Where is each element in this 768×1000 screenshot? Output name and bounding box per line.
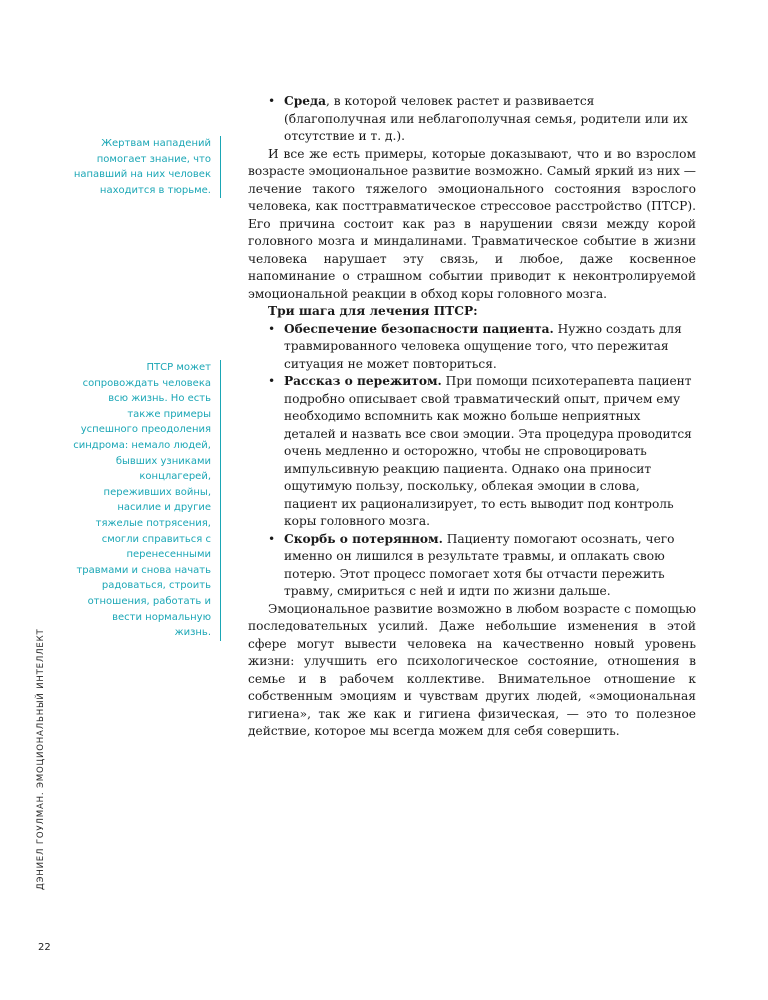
list-item-step-safety [248,321,696,374]
list-item-step-grief [248,531,696,601]
list-item-step-story [248,373,696,531]
body-paragraph-conclusion: Эмоциональное развитие возможно в любом возрасте с помощью последовательных усилий. Даже небольшие изменения в этой сфере могут вывести человека на качественно новый уровень жизни: улучшить его психологическое состояние, отношения в семье и в рабочем коллективе. Внимательное отношение к собственным эмоциям и чувствам других людей, «эмоциональная гигиена», так же как и гигиена физическая, — это то полезное действие, которое мы всегда можем для себя совершить. [248,601,696,738]
list-item-text [284,321,696,374]
bullet-marker: • [268,374,276,388]
running-head: ДЭНИЕЛ ГОУЛМАН. ЭМОЦИОНАЛЬНЫЙ ИНТЕЛЛЕКТ [36,628,46,890]
bullet-marker: • [268,531,276,546]
list-item-body: Нужно создать для травмированного человека ощущение того, что пережитая ситуация не может повториться. [284,321,682,371]
list-item-body: Пациенту помогают осознать, чего именно он лишился в результате травмы, и оплакать свою потерю. Этот процесс помогает хотя бы отчасти пережить травму, смириться с ней и идти по жизни дальше. [284,531,675,598]
page-number: 22 [38,942,51,953]
list-item-label: Рассказ о пережитом. [284,374,442,388]
sidenote-victims: Жертвам нападений помогает знание, что напавший на них человек находится в тюрьме. [71,136,221,198]
list-item-body: При помощи психотерапевта пациент подробно описывает свой травматический опыт, причем ему необходимо вспомнить как можно больше неприятных деталей и назвать все свои эмоции. Эта процедура проводится очень медленно и осторожно, чтобы не спровоцировать импульсивную реакцию пациента. Однако она приносит ощутимую пользу, поскольку, облекая эмоции в слова, пациент их рационализирует, то есть выводит под контроль коры головного мозга. [284,374,692,528]
list-item-label: Скорбь о потерянном. [284,531,443,546]
list-item-environment [248,93,696,146]
main-text-column [248,93,696,741]
list-item-body: , в которой человек растет и развивается (благополучная или неблагополучная семья, родители или их отсутствие и т. д.). [284,94,688,143]
list-item-label: Обеспечение безопасности пациента. [284,321,554,336]
sidenote-ptsd: ПТСР может сопровождать человека всю жизнь. Но есть также примеры успешного преодоления синдрома: немало людей, бывших узниками концлагерей, переживших войны, насилие и другие тяжелые потрясения, смогли справиться с перенесенными травмами и снова начать радоваться, строить отношения, работать и вести нормальную жизнь. [73,360,221,641]
bullet-marker: • [268,94,276,108]
list-item-text [284,93,696,146]
list-item-text [284,531,696,601]
list-item-label: Среда [284,94,326,108]
list-item-text [284,373,696,531]
body-paragraph-ptsd: И все же есть примеры, которые доказывают, что и во взрослом возрасте эмоциональное развитие возможно. Самый яркий из них — лечение такого тяжелого эмоционального состояния взрослого человека, как посттравматическое стрессовое расстройство (ПТСР). Его причина состоит как раз в нарушении связи между корой головного мозга и миндалинами. Травматическое событие в жизни человека нарушает эту связь, и любое, даже косвенное напоминание о страшном событии приводит к неконтролируемой эмоциональной реакции в обход коры головного мозга. [248,146,696,301]
section-subheading: Три шага для лечения ПТСР: [268,304,478,318]
bullet-marker: • [268,321,276,336]
